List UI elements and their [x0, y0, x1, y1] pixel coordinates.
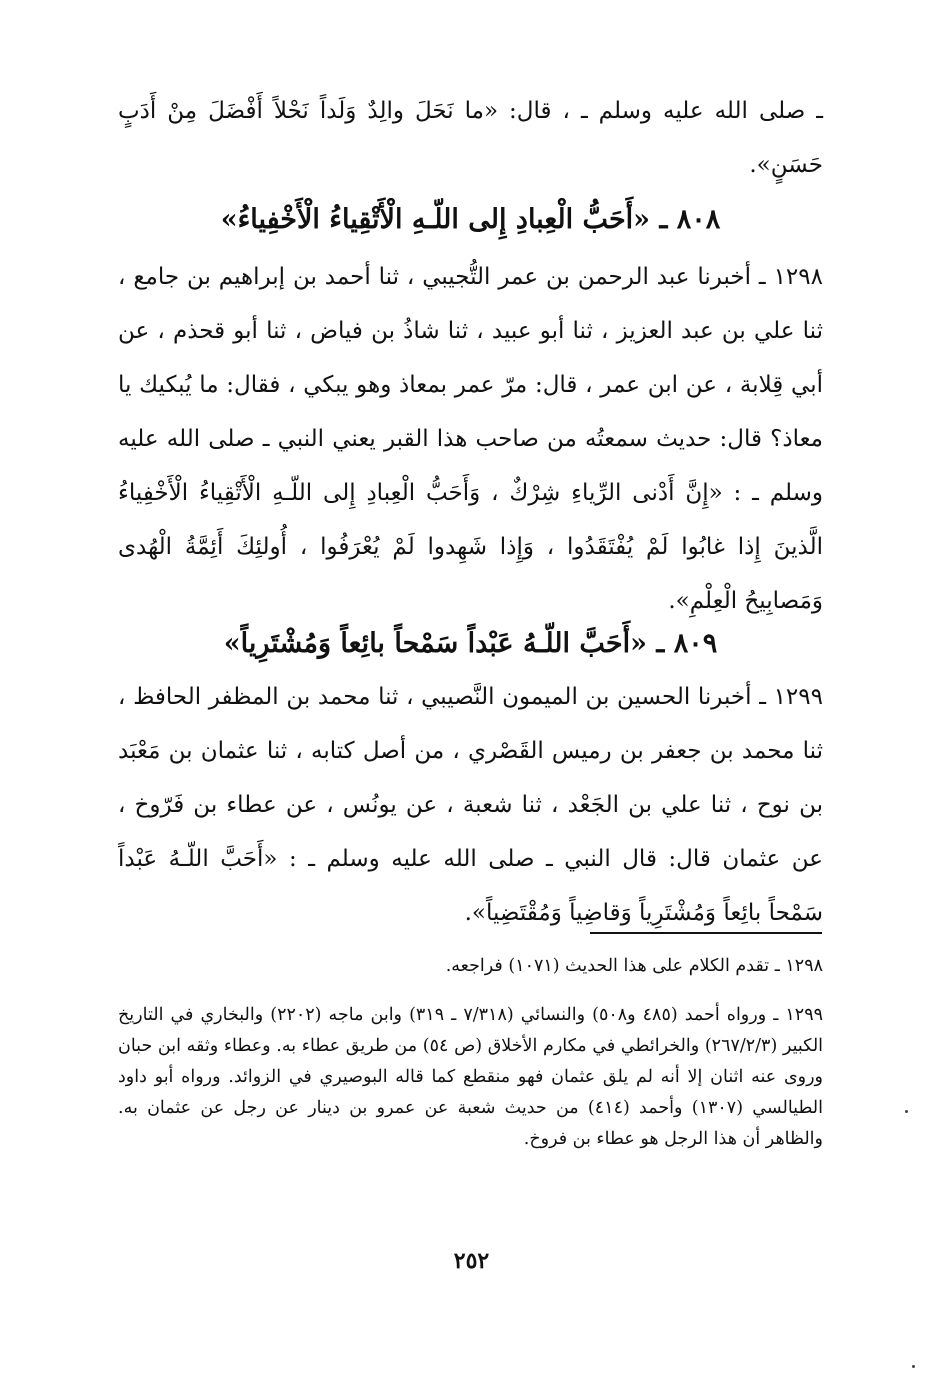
section-heading-809: ٨٠٩ ـ «أَحَبَّ اللّـهُ عَبْداً سَمْحاً بائِعاً وَمُشْتَرِياً»	[223, 628, 718, 659]
footnote-1299: ١٢٩٩ ـ ورواه أحمد (٤٨٥ و٥٠٨) والنسائي (٧/٣١٨ ـ ٣١٩) وابن ماجه (٢٢٠٢) والبخاري في التاريخ الكبير (٢٦٧/٢/٣) والخرائطي في مكارم الأخلاق (ص ٥٤) من طريق عطاء به. وعطاء وثقه ابن حبان وروى عنه اثنان إلا أنه لم يلق عثمان فهو منقطع كما قاله البوصيري في الزوائد. ورواه أبو داود الطيالسي (١٣٠٧) وأحمد (٤١٤) من حديث شعبة عن عمرو بن دينار عن رجل عن عثمان به. والظاهر أن هذا الرجل هو عطاء بن فروخ.	[118, 1005, 824, 1149]
scan-speck	[905, 1110, 908, 1113]
hadith-1299: ١٢٩٩ ـ أخبرنا الحسين بن الميمون النَّصيبي ، ثنا محمد بن المظفر الحافظ ، ثنا محمد بن جعفر بن رميس القَصْري ، من أصل كتابه ، ثنا عثمان بن مَعْبَد بن نوح ، ثنا علي بن الجَعْد ، ثنا شعبة ، عن يونُس ، عن عطاء بن فَرّوخ ، عن عثمان قال: قال النبي ـ صلى الله عليه وسلم ـ : «أَحَبَّ اللّـهُ عَبْداً سَمْحاً بائِعاً وَمُشْتَرِياً وَقاضِياً وَمُقْتَضِياً».	[118, 684, 823, 926]
section-heading-808: ٨٠٨ ـ «أَحَبُّ الْعِبادِ إِلى اللّـهِ الْأَتْقِياءُ الْأَخْفِياءُ»	[220, 204, 721, 235]
footnote-divider	[590, 932, 822, 934]
page-number: ٢٥٢	[453, 1248, 490, 1274]
scan-speck	[912, 1365, 915, 1368]
intro-paragraph: ـ صلى الله عليه وسلم ـ ، قال: «ما نَحَلَ والِدٌ وَلَداً نَحْلاً أَفْضَلَ مِنْ أَدَبٍ حَسَنٍ».	[118, 98, 823, 178]
hadith-1298: ١٢٩٨ ـ أخبرنا عبد الرحمن بن عمر التُّجيبي ، ثنا أحمد بن إبراهيم بن جامع ، ثنا علي بن عبد العزيز ، ثنا أبو عبيد ، ثنا شاذُ بن فياض ، ثنا أبو قحذم ، عن أبي قِلابة ، عن ابن عمر ، قال: مرّ عمر بمعاذ وهو يبكي ، فقال: ما يُبكيك يا معاذ؟ قال: حديث سمعتُه من صاحب هذا القبر يعني النبي ـ صلى الله عليه وسلم ـ : «إِنَّ أَدْنى الرِّياءِ شِرْكٌ ، وَأَحَبُّ الْعِبادِ إِلى اللّـهِ الْأَتْقِياءُ الْأَخْفِياءُ الَّذينَ إِذا غابُوا لَمْ يُفْتَقَدُوا ، وَإِذا شَهِدوا لَمْ يُعْرَفُوا ، أُولئِكَ أَئِمَّةُ الْهُدى وَمَصابِيحُ الْعِلْمِ».	[118, 264, 823, 614]
footnote-1298: ١٢٩٨ ـ تقدم الكلام على هذا الحديث (١٠٧١) فراجعه.	[445, 956, 823, 976]
